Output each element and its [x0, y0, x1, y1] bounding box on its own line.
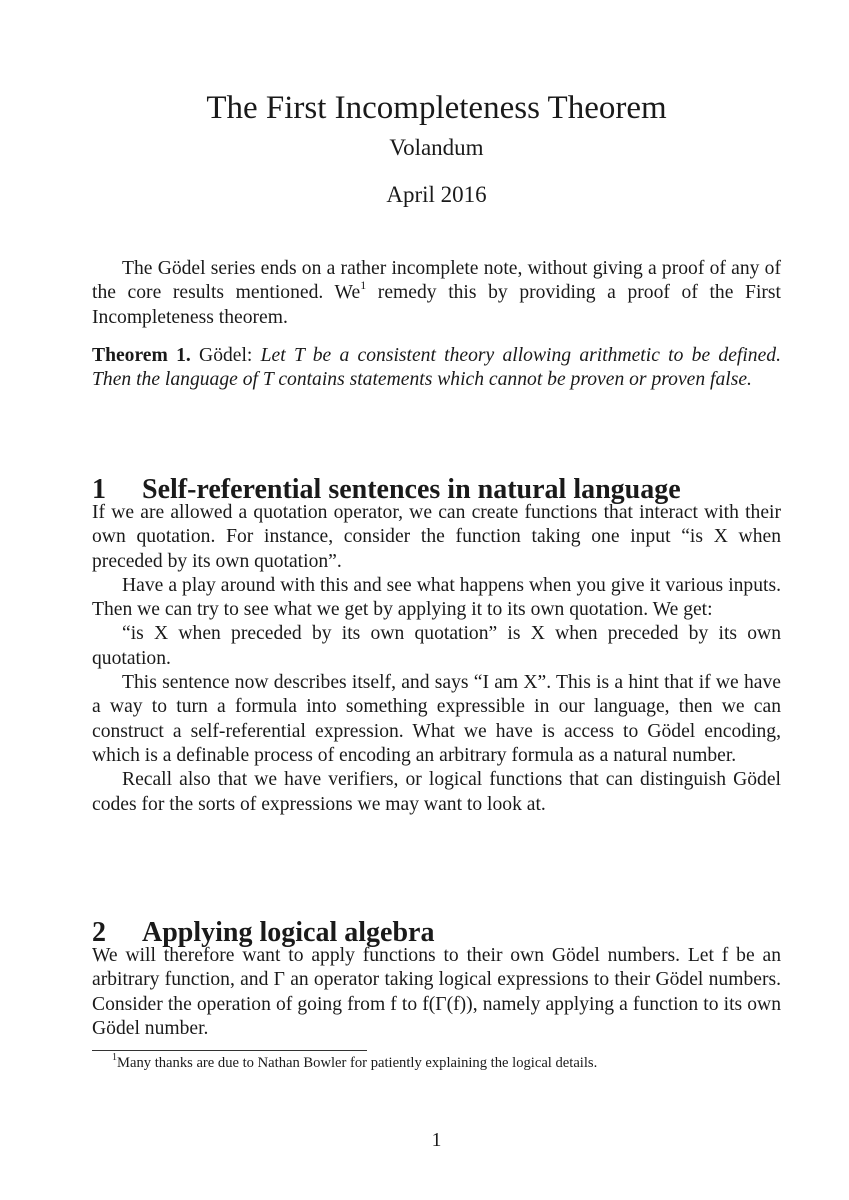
theorem-attribution: Gödel:: [199, 345, 253, 366]
abstract-text-start: The Gödel series ends on a rather incomplete note, without giving a proof of any of the core results mentioned. We: [92, 258, 781, 304]
abstract: [92, 257, 781, 330]
section-title: Self-referential sentences in natural language: [142, 474, 681, 506]
paper-title: The First Incompleteness Theorem: [206, 90, 667, 127]
paragraph: We will therefore want to apply functions to their own Gödel numbers. Let f be an arbitrary function, and Γ an operator taking logical expressions to their Gödel numbers. Consider the operation of going from f to f(Γ(f)), namely applying a function to its own Gödel number.: [92, 945, 781, 1039]
page-number: 1: [431, 1130, 442, 1151]
footnote-mark: 1: [360, 277, 367, 292]
section-title: Applying logical algebra: [142, 917, 435, 949]
footnote-mark: 1: [112, 1052, 117, 1064]
abstract-paragraph: [92, 257, 781, 330]
footnote-rule: [92, 1050, 367, 1051]
quoted-sentence: “is X when preceded by its own quotation” is X when preceded by its own quotation.: [92, 623, 781, 669]
footnote: [112, 1054, 781, 1072]
footnote-text: Many thanks are due to Nathan Bowler for patiently explaining the logical details.: [117, 1055, 598, 1071]
paragraph: Recall also that we have verifiers, or logical functions that can distinguish Gödel codes for the sorts of expressions we may want to look at.: [92, 769, 781, 815]
theorem-label: Theorem 1.: [92, 345, 191, 366]
abstract-text-end: remedy this by providing a proof of the First Incompleteness theorem.: [92, 282, 781, 328]
section-number: 1: [92, 474, 106, 506]
paragraph: If we are allowed a quotation operator, we can create functions that interact with their own quotation. For instance, consider the function taking one input “is X when preceded by its own quotation”.: [92, 502, 781, 572]
section-2-body: [92, 944, 781, 1041]
section-1-body: [92, 501, 781, 817]
paragraph: This sentence now describes itself, and says “I am X”. This is a hint that if we have a way to turn a formula into something expressible in our language, then we can construct a self-referential expression. What we have is access to Gödel encoding, which is a definable process of encoding an arbitrary formula as a natural number.: [92, 672, 781, 766]
paragraph: Have a play around with this and see what happens when you give it various inputs. Then we can try to see what we get by applying it to its own quotation. We get:: [92, 574, 781, 621]
theorem-statement: Let T be a consistent theory allowing arithmetic to be defined. Then the language of T contains statements which cannot be proven or proven false.: [92, 345, 781, 391]
date: April 2016: [386, 182, 487, 207]
section-number: 2: [92, 917, 106, 949]
theorem-block: [92, 344, 781, 393]
theorem-paragraph: [92, 344, 781, 393]
author: Volandum: [389, 135, 484, 160]
